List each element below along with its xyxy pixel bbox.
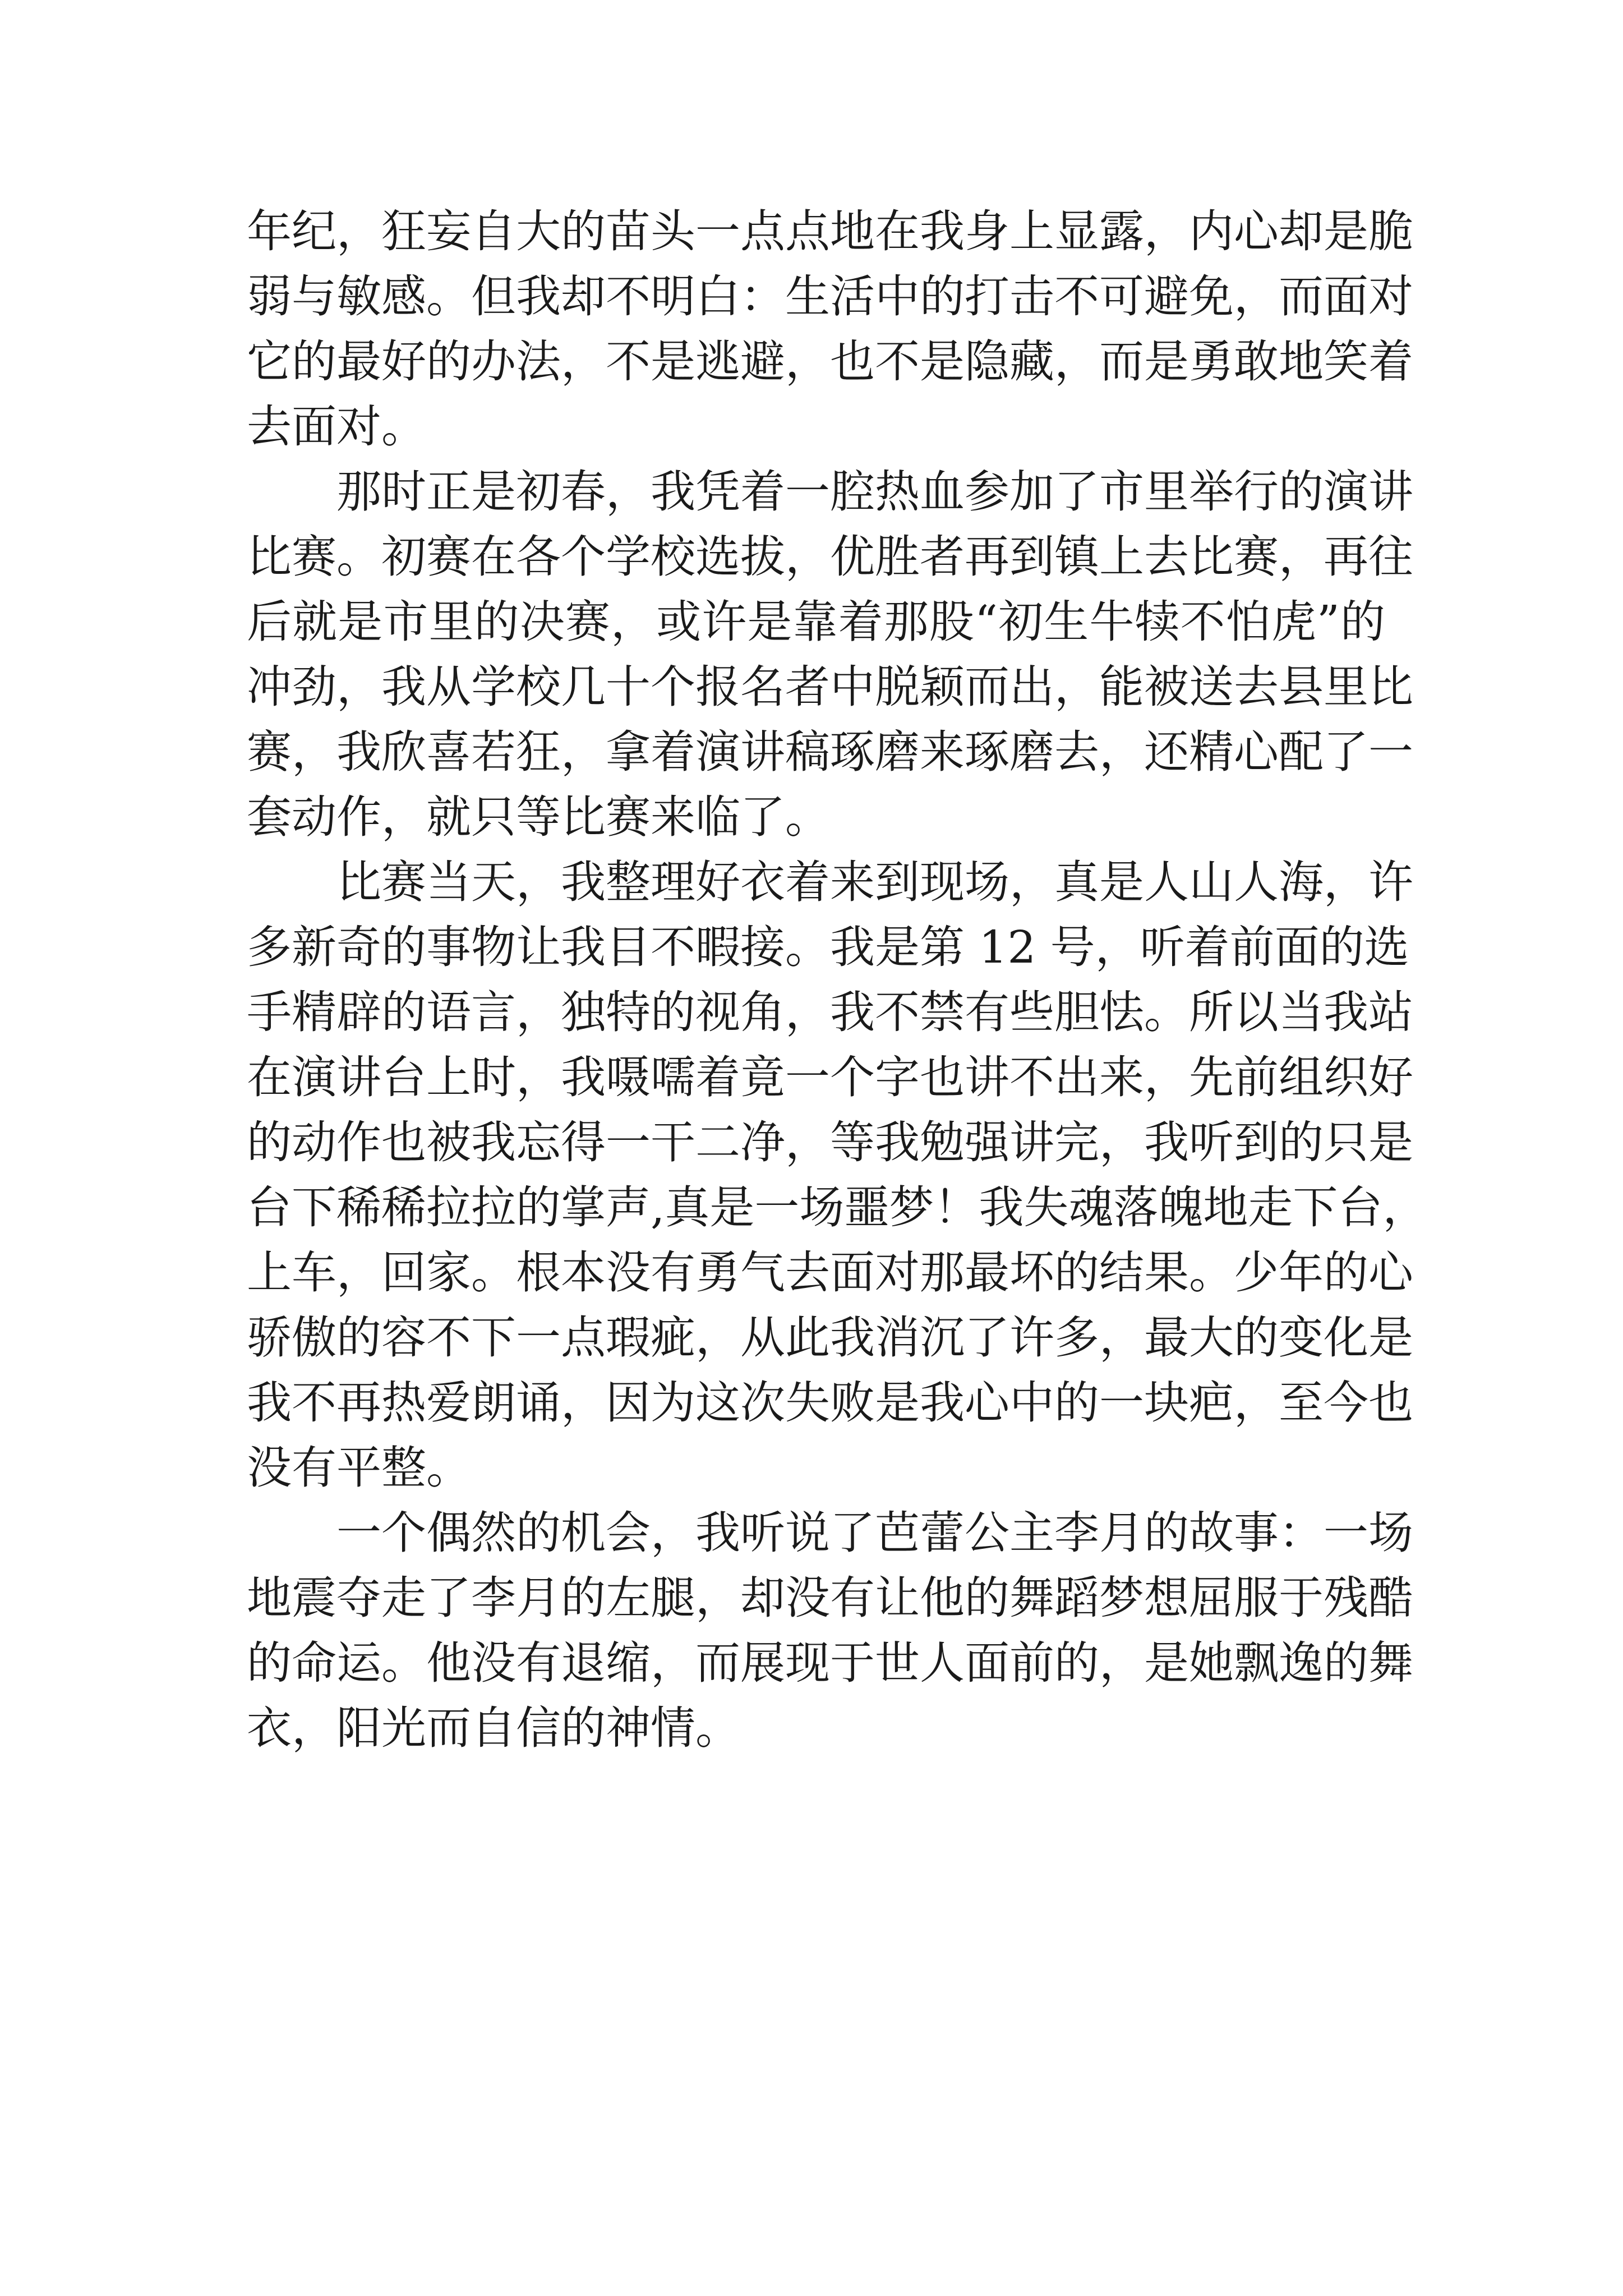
text-line: 的动作也被我忘得一干二净，等我勉强讲完，我听到的只是 [247, 1116, 1413, 1168]
text-line: 比赛当天，我整理好衣着来到现场，真是人山人海，许 [336, 856, 1413, 908]
text-line: 衣，阳光而自信的神情。 [247, 1702, 740, 1754]
text-line: 多新奇的事物让我目不暇接。我是第 12 号，听着前面的选 [247, 921, 1409, 973]
paragraph-3 [247, 850, 1428, 1501]
paragraph-4 [247, 1501, 1413, 1761]
text-line: 地震夺走了李月的左腿，却没有让他的舞蹈梦想屈服于残酷 [247, 1572, 1413, 1624]
text-line: 台下稀稀拉拉的掌声,真是一场噩梦！我失魂落魄地走下台， [247, 1181, 1428, 1234]
text-line: 比赛。初赛在各个学校选拔，优胜者再到镇上去比赛，再往 [247, 531, 1413, 583]
text-line: 后就是市里的决赛，或许是靠着那股“初生牛犊不怕虎”的 [247, 596, 1385, 648]
text-line: 没有平整。 [247, 1442, 471, 1494]
text-line: 冲劲，我从学校几十个报名者中脱颖而出，能被送去县里比 [247, 661, 1413, 713]
text-line: 套动作，就只等比赛来临了。 [247, 791, 830, 843]
text-line: 骄傲的容不下一点瑕疵，从此我消沉了许多，最大的变化是 [247, 1312, 1413, 1364]
document-body [247, 199, 1428, 1761]
text-line: 一个偶然的机会，我听说了芭蕾公主李月的故事：一场 [336, 1507, 1413, 1559]
text-line: 的命运。他没有退缩，而展现于世人面前的，是她飘逸的舞 [247, 1637, 1413, 1689]
text-line: 它的最好的办法，不是逃避，也不是隐藏，而是勇敢地笑着 [247, 335, 1413, 388]
text-line: 赛，我欣喜若狂，拿着演讲稿琢磨来琢磨去，还精心配了一 [247, 726, 1413, 778]
text-line: 年纪，狂妄自大的苗头一点点地在我身上显露，内心却是脆 [247, 205, 1413, 257]
paragraph-2 [247, 459, 1413, 850]
text-line: 上车，回家。根本没有勇气去面对那最坏的结果。少年的心 [247, 1246, 1413, 1299]
text-line: 去面对。 [247, 401, 426, 453]
text-line: 我不再热爱朗诵，因为这次失败是我心中的一块疤，至今也 [247, 1377, 1413, 1429]
text-line: 弱与敏感。但我却不明白：生活中的打击不可避免，而面对 [247, 270, 1413, 323]
text-line: 手精辟的语言，独特的视角，我不禁有些胆怯。所以当我站 [247, 986, 1413, 1038]
text-line: 在演讲台上时，我嗫嚅着竟一个字也讲不出来，先前组织好 [247, 1051, 1413, 1103]
text-line: 那时正是初春，我凭着一腔热血参加了市里举行的演讲 [336, 466, 1413, 518]
paragraph-1 [247, 199, 1413, 459]
